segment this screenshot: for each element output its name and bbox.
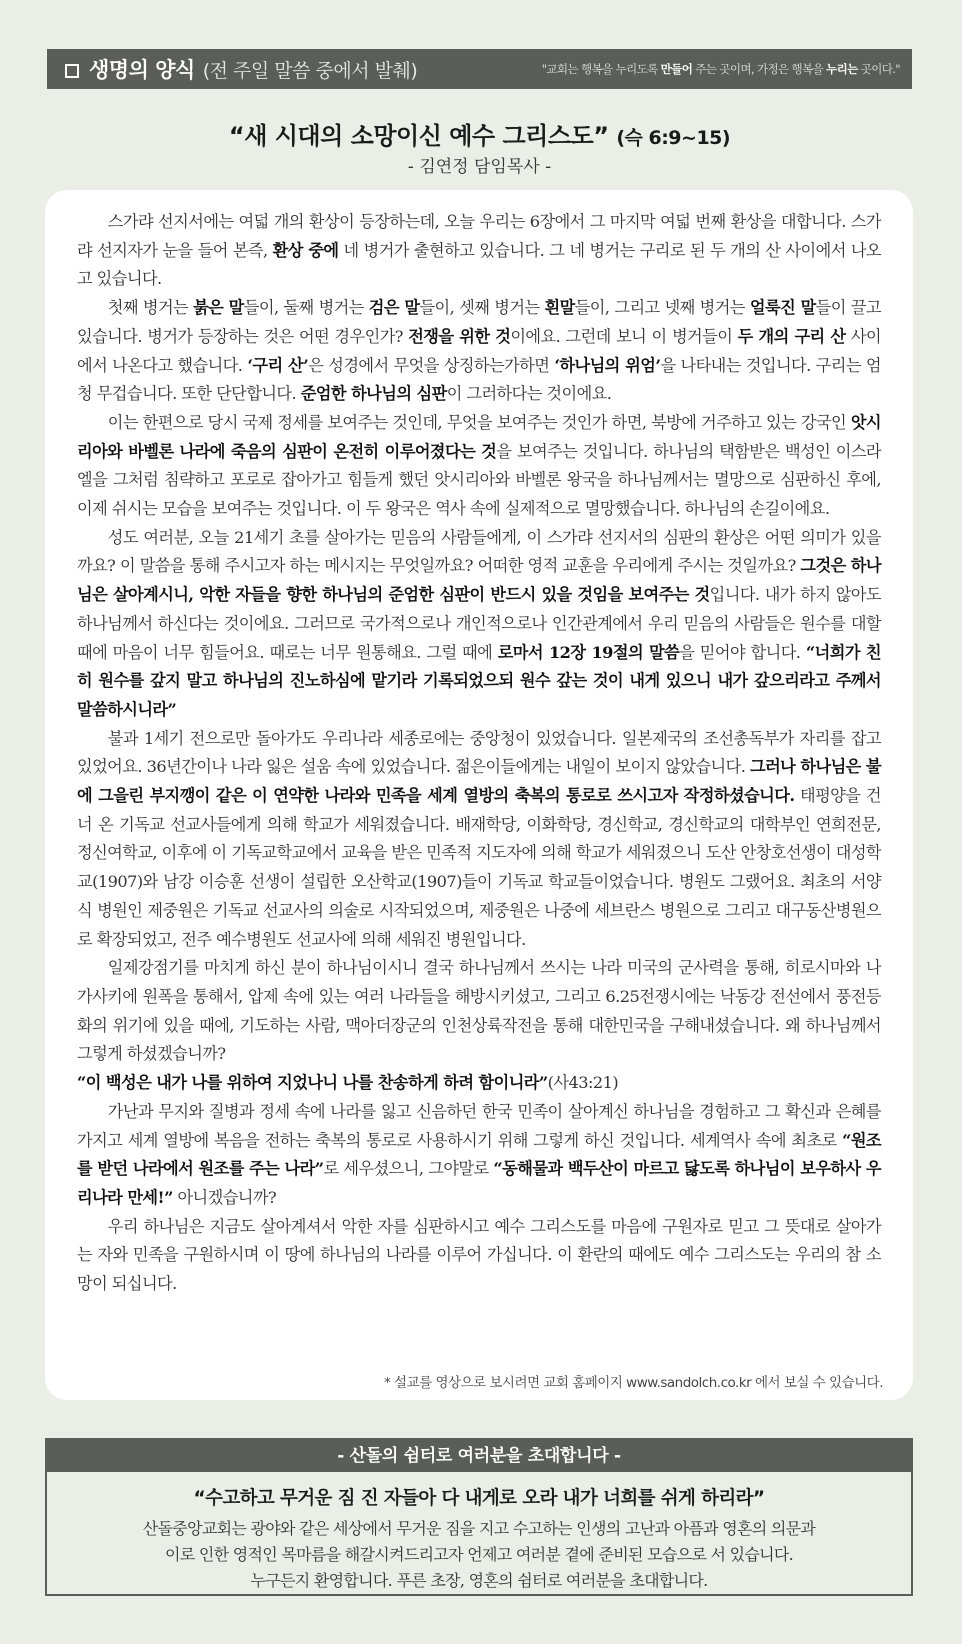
- paragraph-text: 은 성경에서 무엇을 상징하는가하면: [308, 355, 555, 375]
- sermon-paragraph: [77, 1213, 881, 1299]
- section-title: 생명의 양식: [89, 58, 195, 82]
- emphasized-text: 두 개의 구리 산: [737, 326, 846, 346]
- paragraph-text: 입니다. 내가 하지 않아도 하나님께서 하신다는 것이에요. 그러므로 국가적으로나 개인적으로나 인간관계에서 우리 믿음의 사람들은 원수를 대할 때에 마음이 너무 힘들어요. 때로는 너무 원통해요. 그럴 때에: [77, 585, 881, 662]
- header-quote: [542, 61, 900, 77]
- paragraph-text: 성도 여러분, 오늘 21세기 초를 살아가는 믿음의 사람들에게, 이 스가랴 선지서의 심판의 환상은 어떤 의미가 있을까요? 이 말씀을 통해 주시고자 하는 메시지는 무엇일까요? 어떠한 영적 교훈을 우리에게 주시는 것일까요?: [77, 527, 881, 576]
- section-header-bar: [47, 49, 912, 89]
- emphasized-text: “너희가 친히 원수를 갚지 말고 하나님의 진노하심에 맡기라 기록되었으되 원수 갚는 것이 내게 있으니 내가 갚으리라고 주께서 말씀하시니라”: [77, 642, 881, 719]
- emphasized-text: “원조를 받던 나라에서 원조를 주는 나라”: [77, 1130, 881, 1179]
- sermon-paragraph: [77, 294, 881, 409]
- paragraph-text: 스가랴 선지서에는 여덟 개의 환상이 등장하는데, 오늘 우리는 6장에서 그 마지막 여덟 번째 환상을 대합니다. 스가랴 선지자가 눈을 들어 본즉,: [77, 212, 881, 260]
- emphasized-text: 흰말: [544, 298, 575, 318]
- paragraph-text: 네 병거가 출현하고 있습니다. 그 네 병거는 구리로 된 두 개의 산 사이에서 나오고 있습니다.: [77, 240, 882, 289]
- paragraph-text: 을 보여주는 것입니다. 하나님의 택함받은 백성인 이스라엘을 그처럼 침략하고 포로로 잡아가고 힘들게 했던 앗시리아와 바벨론 왕국을 하나님께서는 멸망으로 심판하신 후에, 이제 쉬시는 모습을 보여주는 것입니다. 이 두 왕국은 역사 속에 실제적으로 멸망했습니다. 하나님의 손길이에요.: [77, 441, 881, 519]
- paragraph-text: 아니겠습니까?: [172, 1187, 277, 1207]
- paragraph-text: 들이, 셋째 병거는: [419, 298, 545, 318]
- sermon-paragraph: [77, 725, 881, 955]
- emphasized-text: 그러나 하나님은 불에 그을린 부지깽이 같은 이 연약한 나라와 민족을 세계 열방의 축복의 통로로 쓰시고자 작정하셨습니다.: [77, 757, 882, 806]
- sermon-title: [47, 116, 912, 151]
- sermon-paragraph: [77, 409, 881, 524]
- paragraph-text: 을 믿어야 합니다.: [679, 642, 806, 662]
- paragraph-text: 이에요. 그런데 보니 이 병거들이: [510, 326, 738, 346]
- sermon-paragraphs: [77, 208, 881, 1299]
- sermon-paragraph: [77, 524, 881, 725]
- emphasized-text: 로마서 12장 19절의 말씀: [497, 642, 680, 662]
- paragraph-text: 가난과 무지와 질병과 정세 속에 나라를 잃고 신음하던 한국 민족이 살아계신 하나님을 경험하고 그 확신과 은혜를 가지고 세계 열방에 복음을 전하는 축복의 통로로 사용하시기 위해 그렇게 하신 것입니다. 세계역사 속에 최초로: [77, 1101, 881, 1150]
- emphasized-text: 얼룩진 말: [749, 298, 816, 318]
- header-quote-emphasis: 누리는: [826, 62, 858, 76]
- emphasized-text: 검은 말: [368, 298, 420, 318]
- sermon-title-text: “새 시대의 소망이신 예수 그리스도”: [228, 122, 609, 150]
- sermon-paragraph: [77, 1069, 881, 1098]
- sermon-paragraph: [77, 208, 881, 294]
- sermon-body: [45, 190, 913, 1400]
- section-subtitle: (전 주일 말씀 중에서 발췌): [202, 60, 418, 82]
- scripture-reference: (슥 6:9~15): [616, 127, 731, 149]
- paragraph-text: 을 나타내는 것입니다. 구리는 엄청 무겁습니다. 또한 단단합니다.: [77, 355, 881, 404]
- paragraph-text: 우리 하나님은 지금도 살아계셔서 악한 자를 심판하시고 예수 그리스도를 마음에 구원자로 믿고 그 뜻대로 살아가는 자와 민족을 구원하시며 이 땅에 하나님의 나라를 이루어 가십니다. 이 환란의 때에도 예수 그리스도는 우리의 참 소망이 되십니다.: [77, 1216, 881, 1294]
- invitation-box: [45, 1438, 913, 1596]
- invitation-title: - 산돌의 쉼터로 여러분을 초대합니다 -: [47, 1440, 911, 1472]
- paragraph-text: (사43:21): [547, 1073, 619, 1093]
- invitation-line: 이로 인한 영적인 목마름을 해갈시켜드리고자 언제고 여러분 곁에 준비된 모습으로 서 있습니다.: [164, 1545, 794, 1564]
- header-quote-part: "교회는 행복을 누리도록: [541, 62, 661, 76]
- paragraph-text: 불과 1세기 전으로만 돌아가도 우리나라 세종로에는 중앙청이 있었습니다. 일본제국의 조선총독부가 자리를 잡고 있었어요. 36년간이나 나라 잃은 설움 속에 있었습니다. 젊은이들에게는 내일이 보이지 않았습니다.: [77, 728, 881, 777]
- paragraph-text: 이 그러하다는 것이에요.: [446, 384, 612, 404]
- paragraph-text: 태평양을 건너 온 기독교 선교사들에게 의해 학교가 세워졌습니다. 배재학당, 이화학당, 경신학교, 경신학교의 대학부인 연희전문, 정신여학교, 이후에 이 기독교학교에서 교육을 받은 민족적 지도자에 의해 학교가 세워졌으니 도산 안창호선생이 대성학교(1907)와 남강 이승훈 선생이 설립한 오산학교(1907)들이 기독교 학교들이었습니다. 병원도 그랬어요. 최초의 서양식 병원인 제중원은 기독교 선교사의 의술로 시작되었으며, 제중원은 나중에 세브란스 병원으로 그리고 대구동산병원으로 확장되었고, 전주 예수병원도 선교사에 의해 세워진 병원입니다.: [77, 786, 881, 949]
- invitation-line: 누구든지 환영합니다. 푸른 초장, 영혼의 쉼터로 여러분을 초대합니다.: [250, 1571, 708, 1590]
- header-quote-emphasis: 만들어: [660, 62, 693, 76]
- invitation-line: 산돌중앙교회는 광야와 같은 세상에서 무거운 짐을 지고 수고하는 인생의 고난과 아픔과 영혼의 의문과: [142, 1519, 816, 1538]
- section-heading: [65, 54, 417, 84]
- emphasized-text: ‘구리 산’: [247, 355, 309, 375]
- video-footnote: * 설교를 영상으로 보시려면 교회 홈페이지 www.sandolch.co.kr 에서 보실 수 있습니다.: [383, 1375, 883, 1391]
- paragraph-text: 일제강점기를 마치게 하신 분이 하나님이시니 결국 하나님께서 쓰시는 나라 미국의 군사력을 통해, 히로시마와 나가사키에 원폭을 통해서, 압제 속에 있는 여러 나라들을 해방시키셨고, 그리고 6.25전쟁시에는 낙동강 전선에서 풍전등화의 위기에 있을 때에, 기도하는 사람, 맥아더장군의 인천상륙작전을 통해 대한민국을 구해내셨습니다. 왜 하나님께서 그렇게 하셨겠습니까?: [77, 958, 881, 1064]
- header-quote-part: 주는 곳이며, 가정은 행복을: [692, 62, 827, 76]
- paragraph-text: 사이에서 나온다고 했습니다.: [77, 326, 882, 375]
- emphasized-text: 환상 중에: [272, 240, 339, 260]
- square-bullet-icon: [65, 64, 79, 78]
- emphasized-text: 붉은 말: [193, 298, 244, 318]
- emphasized-text: 준엄한 하나님의 심판: [300, 384, 447, 404]
- header-quote-part: 곳이다.": [857, 62, 900, 76]
- paragraph-text: 이는 한편으로 당시 국제 정세를 보여주는 것인데, 무엇을 보여주는 것인가 하면, 북방에 거주하고 있는 강국인: [107, 412, 851, 432]
- sermon-paragraph: [77, 954, 881, 1069]
- paragraph-text: 첫째 병거는: [107, 298, 194, 318]
- emphasized-text: ‘하나님의 위엄’: [554, 355, 661, 375]
- preacher-name: - 김연정 담임목사 -: [407, 157, 552, 177]
- invitation-text: [47, 1516, 911, 1594]
- sermon-paragraph: [77, 1098, 881, 1213]
- invitation-verse: “수고하고 무거운 짐 진 자들아 다 내게로 오라 내가 너희를 쉬게 하리라”: [193, 1488, 765, 1509]
- paragraph-text: 들이, 그리고 넷째 병거는: [574, 298, 750, 318]
- emphasized-text: 전쟁을 위한 것: [408, 326, 511, 346]
- emphasized-text: 앗시리아와 바벨론 나라에 죽음의 심판이 온전히 이루어졌다는 것: [77, 412, 881, 461]
- paragraph-text: 로 세우셨으니, 그야말로: [323, 1159, 494, 1179]
- emphasized-text: “이 백성은 내가 나를 위하여 지었나니 나를 찬송하게 하려 함이니라”: [77, 1073, 548, 1093]
- paragraph-text: 들이 끌고 있습니다. 병거가 등장하는 것은 어떤 경우인가?: [77, 298, 881, 346]
- emphasized-text: “동해물과 백두산이 마르고 닳도록 하나님이 보우하사 우리나라 만세!”: [77, 1159, 881, 1207]
- emphasized-text: 그것은 하나님은 살아계시니, 악한 자들을 향한 하나님의 준엄한 심판이 반드시 있을 것임을 보여주는 것: [77, 556, 881, 605]
- paragraph-text: 들이, 둘째 병거는: [243, 298, 369, 318]
